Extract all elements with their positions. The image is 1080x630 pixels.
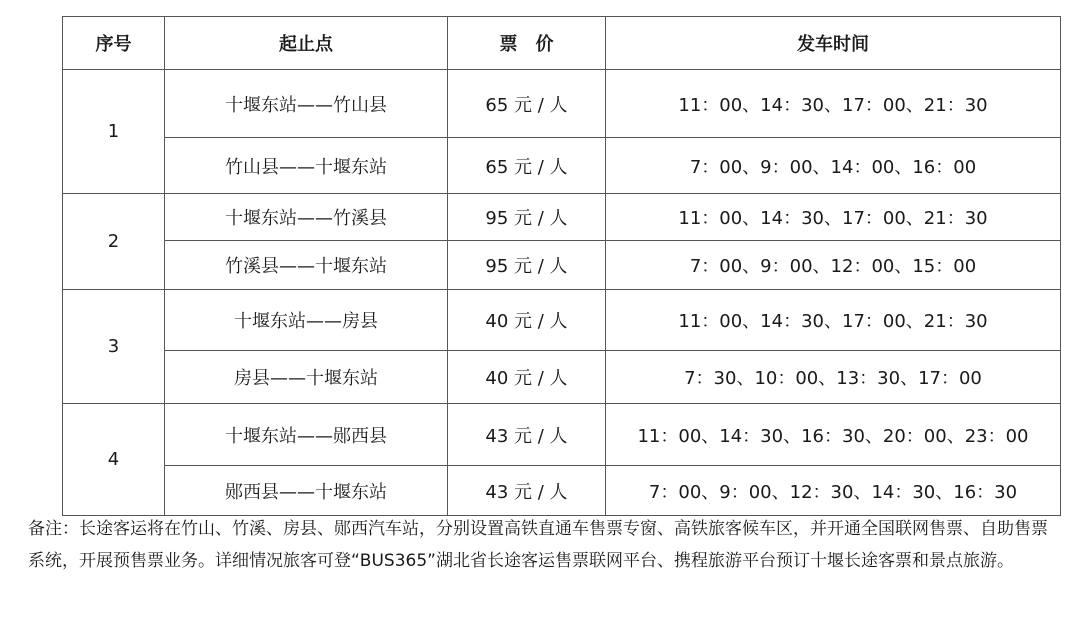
- table-row: [63, 404, 1061, 466]
- times-cell: 7：30、10：00、13：30、17：00: [606, 351, 1061, 404]
- times-cell: 11：00、14：30、17：00、21：30: [606, 194, 1061, 241]
- route-cell: 竹溪县——十堰东站: [165, 241, 448, 290]
- table-row: [63, 466, 1061, 516]
- times-cell: 11：00、14：30、17：00、21：30: [606, 290, 1061, 351]
- times-cell: 11：00、14：30、17：00、21：30: [606, 70, 1061, 138]
- price-cell: 95 元 / 人: [448, 194, 606, 241]
- times-cell: 7：00、9：00、12：30、14：30、16：30: [606, 466, 1061, 516]
- table-row: [63, 138, 1061, 194]
- price-cell: 43 元 / 人: [448, 404, 606, 466]
- price-cell: 95 元 / 人: [448, 241, 606, 290]
- table-row: [63, 290, 1061, 351]
- route-cell: 郧西县——十堰东站: [165, 466, 448, 516]
- table-row: [63, 70, 1061, 138]
- times-cell: 7：00、9：00、14：00、16：00: [606, 138, 1061, 194]
- table-row: [63, 194, 1061, 241]
- header-departure-times: 发车时间: [606, 17, 1061, 70]
- route-cell: 竹山县——十堰东站: [165, 138, 448, 194]
- route-index: 4: [63, 404, 165, 516]
- price-cell: 40 元 / 人: [448, 290, 606, 351]
- route-index: 3: [63, 290, 165, 404]
- table-header-row: [63, 17, 1061, 70]
- price-cell: 40 元 / 人: [448, 351, 606, 404]
- price-cell: 43 元 / 人: [448, 466, 606, 516]
- route-cell: 十堰东站——郧西县: [165, 404, 448, 466]
- route-cell: 十堰东站——竹山县: [165, 70, 448, 138]
- price-cell: 65 元 / 人: [448, 70, 606, 138]
- header-index: 序号: [63, 17, 165, 70]
- route-index: 1: [63, 70, 165, 194]
- table-row: [63, 351, 1061, 404]
- times-cell: 11：00、14：30、16：30、20：00、23：00: [606, 404, 1061, 466]
- table-row: [63, 241, 1061, 290]
- header-price: 票 价: [448, 17, 606, 70]
- header-route: 起止点: [165, 17, 448, 70]
- bus-schedule-table: [62, 16, 1061, 516]
- route-cell: 十堰东站——房县: [165, 290, 448, 351]
- price-cell: 65 元 / 人: [448, 138, 606, 194]
- route-index: 2: [63, 194, 165, 290]
- times-cell: 7：00、9：00、12：00、15：00: [606, 241, 1061, 290]
- route-cell: 十堰东站——竹溪县: [165, 194, 448, 241]
- route-cell: 房县——十堰东站: [165, 351, 448, 404]
- remarks-note: 备注：长途客运将在竹山、竹溪、房县、郧西汽车站，分别设置高铁直通车售票专窗、高铁旅客候车区，并开通全国联网售票、自助售票系统，开展预售票业务。详细情况旅客可登“BUS365”湖北省长途客运售票联网平台、携程旅游平台预订十堰长途客票和景点旅游。: [28, 519, 1048, 571]
